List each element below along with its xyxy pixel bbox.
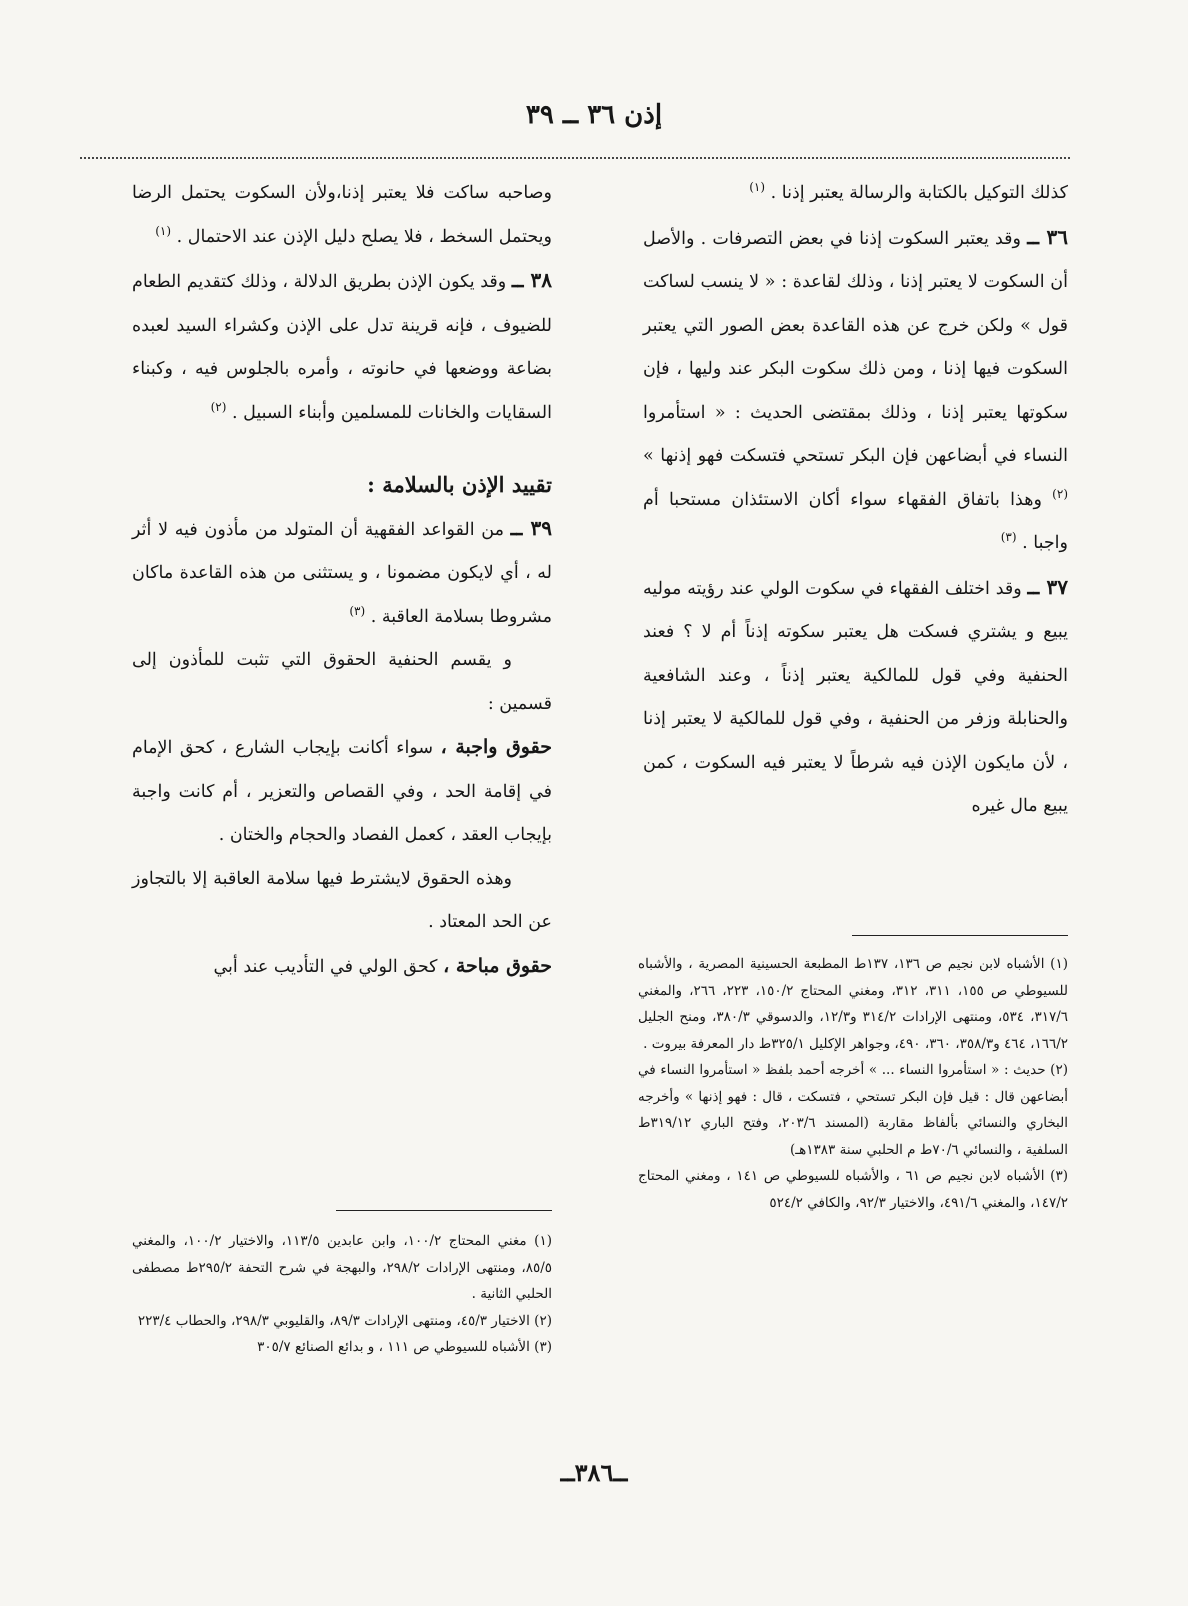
paragraph-text: سواء أكانت بإيجاب الشارع ، كحق الإمام في إقامة الحد ، وفي القصاص والتعزير ، أم كانت واجبة بإيجاب العقد ، كعمل الفصاد والحجام والختان . — [132, 738, 552, 845]
paragraph-text: وقد اختلف الفقهاء في سكوت الولي عند رؤيته موليه يبيع و يشتري فسكت هل يعتبر سكوته إذناً أم لا ؟ فعند الحنفية وفي قول للمالكية يعتبر إذناً ، وعند الشافعية والحنابلة وزفر من الحنفية ، وفي قول للمالكية لا يعتبر إذنا ، لأن مايكون الإذن فيه شرطاً لا يعتبر فيه السكوت ، كمن يبيع مال غيره — [643, 578, 1068, 816]
footnote: (٣) الأشباه للسيوطي ص ١١١ ، و بدائع الصنائع ٣٠٥/٧ — [257, 1339, 552, 1355]
paragraph-text: وقد يكون الإذن بطريق الدلالة ، وذلك كتقديم الطعام للضيوف ، فإنه قرينة تدل على الإذن وكشراء السيد لعبده بضاعة ووضعها في حانوته ، وأمره بالجلوس فيه ، وكبناء السقايات والخانات للمسلمين وأبناء السبيل . — [132, 272, 552, 423]
page-number: ــ٣٨٦ــ — [560, 1458, 628, 1487]
paragraph-number: ٣٦ ــ — [1027, 224, 1068, 249]
footnotes-right — [638, 951, 1068, 1216]
paragraph-obligatory-rights — [132, 726, 552, 858]
section-heading: تقييد الإذن بالسلامة : — [367, 472, 552, 497]
footnote: (١) الأشباه لابن نجيم ص ١٣٦، ١٣٧ط المطبعة الحسينية المصرية ، والأشباه للسيوطي ص ١٥٥، ٣١١، ٣١٢، ومغني المحتاج ١٥٠/٢، ٢٢٣، ٢٦٦، والمغني ٣١٧/٦، ٥٣٤، ومنتهى الإرادات ٣١٤/٢ و١٢/٣، والدسوقي ٣٨٠/٣، ومنح الجليل ١٦٦/٢، ٤٦٤ و٣٥٨/٣، ٣٦٠، ٤٩٠، وجواهر الإكليل ٣٢٥/١ط دار المعرفة بيروت . — [638, 956, 1069, 1052]
paragraph-number: ٣٩ ــ — [510, 515, 552, 540]
term-heading: حقوق مباحة ، — [443, 954, 552, 977]
footnote: (١) مغني المحتاج ١٠٠/٢، وابن عابدين ١١٣/٥، والاختيار ١٠٠/٢، والمغني ٨٥/٥، ومنتهى الإرادات ٢٩٨/٢، والبهجة في شرح التحفة ٢٩٥/٢ط مصطفى الحلبي الثانية . — [132, 1233, 552, 1302]
footnote-divider — [852, 935, 1068, 936]
paragraph-text: من القواعد الفقهية أن المتولد من مأذون فيه لا أثر له ، أي لايكون مضمونا ، و يستثنى من هذه القاعدة ماكان مشروطا بسلامة العاقبة . — [132, 519, 552, 627]
running-header: إذن ٣٦ ــ ٣٩ — [525, 100, 663, 130]
paragraph-text: وقد يعتبر السكوت إذنا في بعض التصرفات . والأصل أن السكوت لا يعتبر إذنا ، وذلك لقاعدة : « لا ينسب لساكت قول » ولكن خرج عن هذه القاعدة بعض الصور التي يعتبر السكوت فيها إذنا ، ومن ذلك سكوت البكر عند وليها ، فإن سكوتها يعتبر إذنا ، وذلك بمقتضى الحديث : « استأمروا النساء في أبضاعهن فإن البكر تستحي فتسكت فهو إذنها » — [643, 228, 1068, 466]
right-column — [643, 172, 1068, 829]
paragraph-text: كذلك التوكيل بالكتابة والرسالة يعتبر إذنا . — [770, 183, 1068, 203]
paragraph-number: ٣٧ ــ — [1027, 574, 1068, 599]
paragraph-number: ٣٨ ــ — [511, 268, 552, 292]
paragraph-text: كحق الولي في التأديب عند أبي — [213, 956, 438, 977]
paragraph-37-continued — [132, 172, 552, 259]
footnote: (٢) حديث : « استأمروا النساء ... » أخرجه أحمد بلفظ « استأمروا النساء في أبضاعهن قال : قيل فإن البكر تستحي ، فتسكت ، قال : فهو إذنها » وأخرجه البخاري والنسائي بألفاظ مقاربة (المسند ٢٠٣/٦، وفتح الباري ٣١٩/١٢ط السلفية ، والنسائي ٧٠/٦ط م الحلبي سنة ١٣٨٣هـ) — [638, 1062, 1068, 1158]
footnotes-left — [132, 1228, 552, 1361]
paragraph-39 — [132, 507, 552, 640]
footnote-ref: (٣) — [349, 603, 366, 618]
paragraph-divide: و يقسم الحنفية الحقوق التي تثبت للمأذون إلى قسمين : — [132, 650, 552, 714]
paragraph-37 — [643, 566, 1068, 829]
footnote: (٣) الأشباه لابن نجيم ص ٦١ ، والأشباه للسيوطي ص ١٤١ ، ومغني المحتاج ١٤٧/٢، والمغني ٤٩١/٦، والاختيار ٩٢/٣، والكافي ٥٢٤/٢ — [638, 1168, 1068, 1211]
footnote-ref: (٢) — [210, 399, 227, 414]
paragraph-text: وهذا باتفاق الفقهاء سواء أكان الاستئذان مستحبا أم واجبا . — [643, 489, 1068, 553]
paragraph-36 — [643, 216, 1068, 566]
paragraph-rights-condition: وهذه الحقوق لايشترط فيها سلامة العاقبة إلا بالتجاوز عن الحد المعتاد . — [132, 868, 552, 932]
left-column — [132, 172, 552, 989]
term-heading: حقوق واجبة ، — [440, 736, 552, 758]
footnote: (٢) الاختيار ٤٥/٣، ومنتهى الإرادات ٨٩/٣، والقليوبي ٢٩٨/٣، والحطاب ٢٢٣/٤ — [137, 1312, 552, 1329]
footnote-ref: (٢) — [1052, 486, 1068, 501]
footnote-ref: (١) — [155, 223, 172, 238]
paragraph-permitted-rights — [132, 945, 552, 990]
footnote-ref: (٣) — [1000, 530, 1017, 545]
paragraph-38 — [132, 259, 552, 435]
paragraph-intro — [643, 172, 1068, 216]
footnote-ref: (١) — [749, 180, 766, 195]
header-divider — [80, 157, 1070, 159]
footnote-divider — [336, 1210, 552, 1211]
paragraph-text: وصاحبه ساكت فلا يعتبر إذنا،ولأن السكوت يحتمل الرضا ويحتمل السخط ، فلا يصلح دليل الإذن عند الاحتمال . — [132, 183, 552, 247]
